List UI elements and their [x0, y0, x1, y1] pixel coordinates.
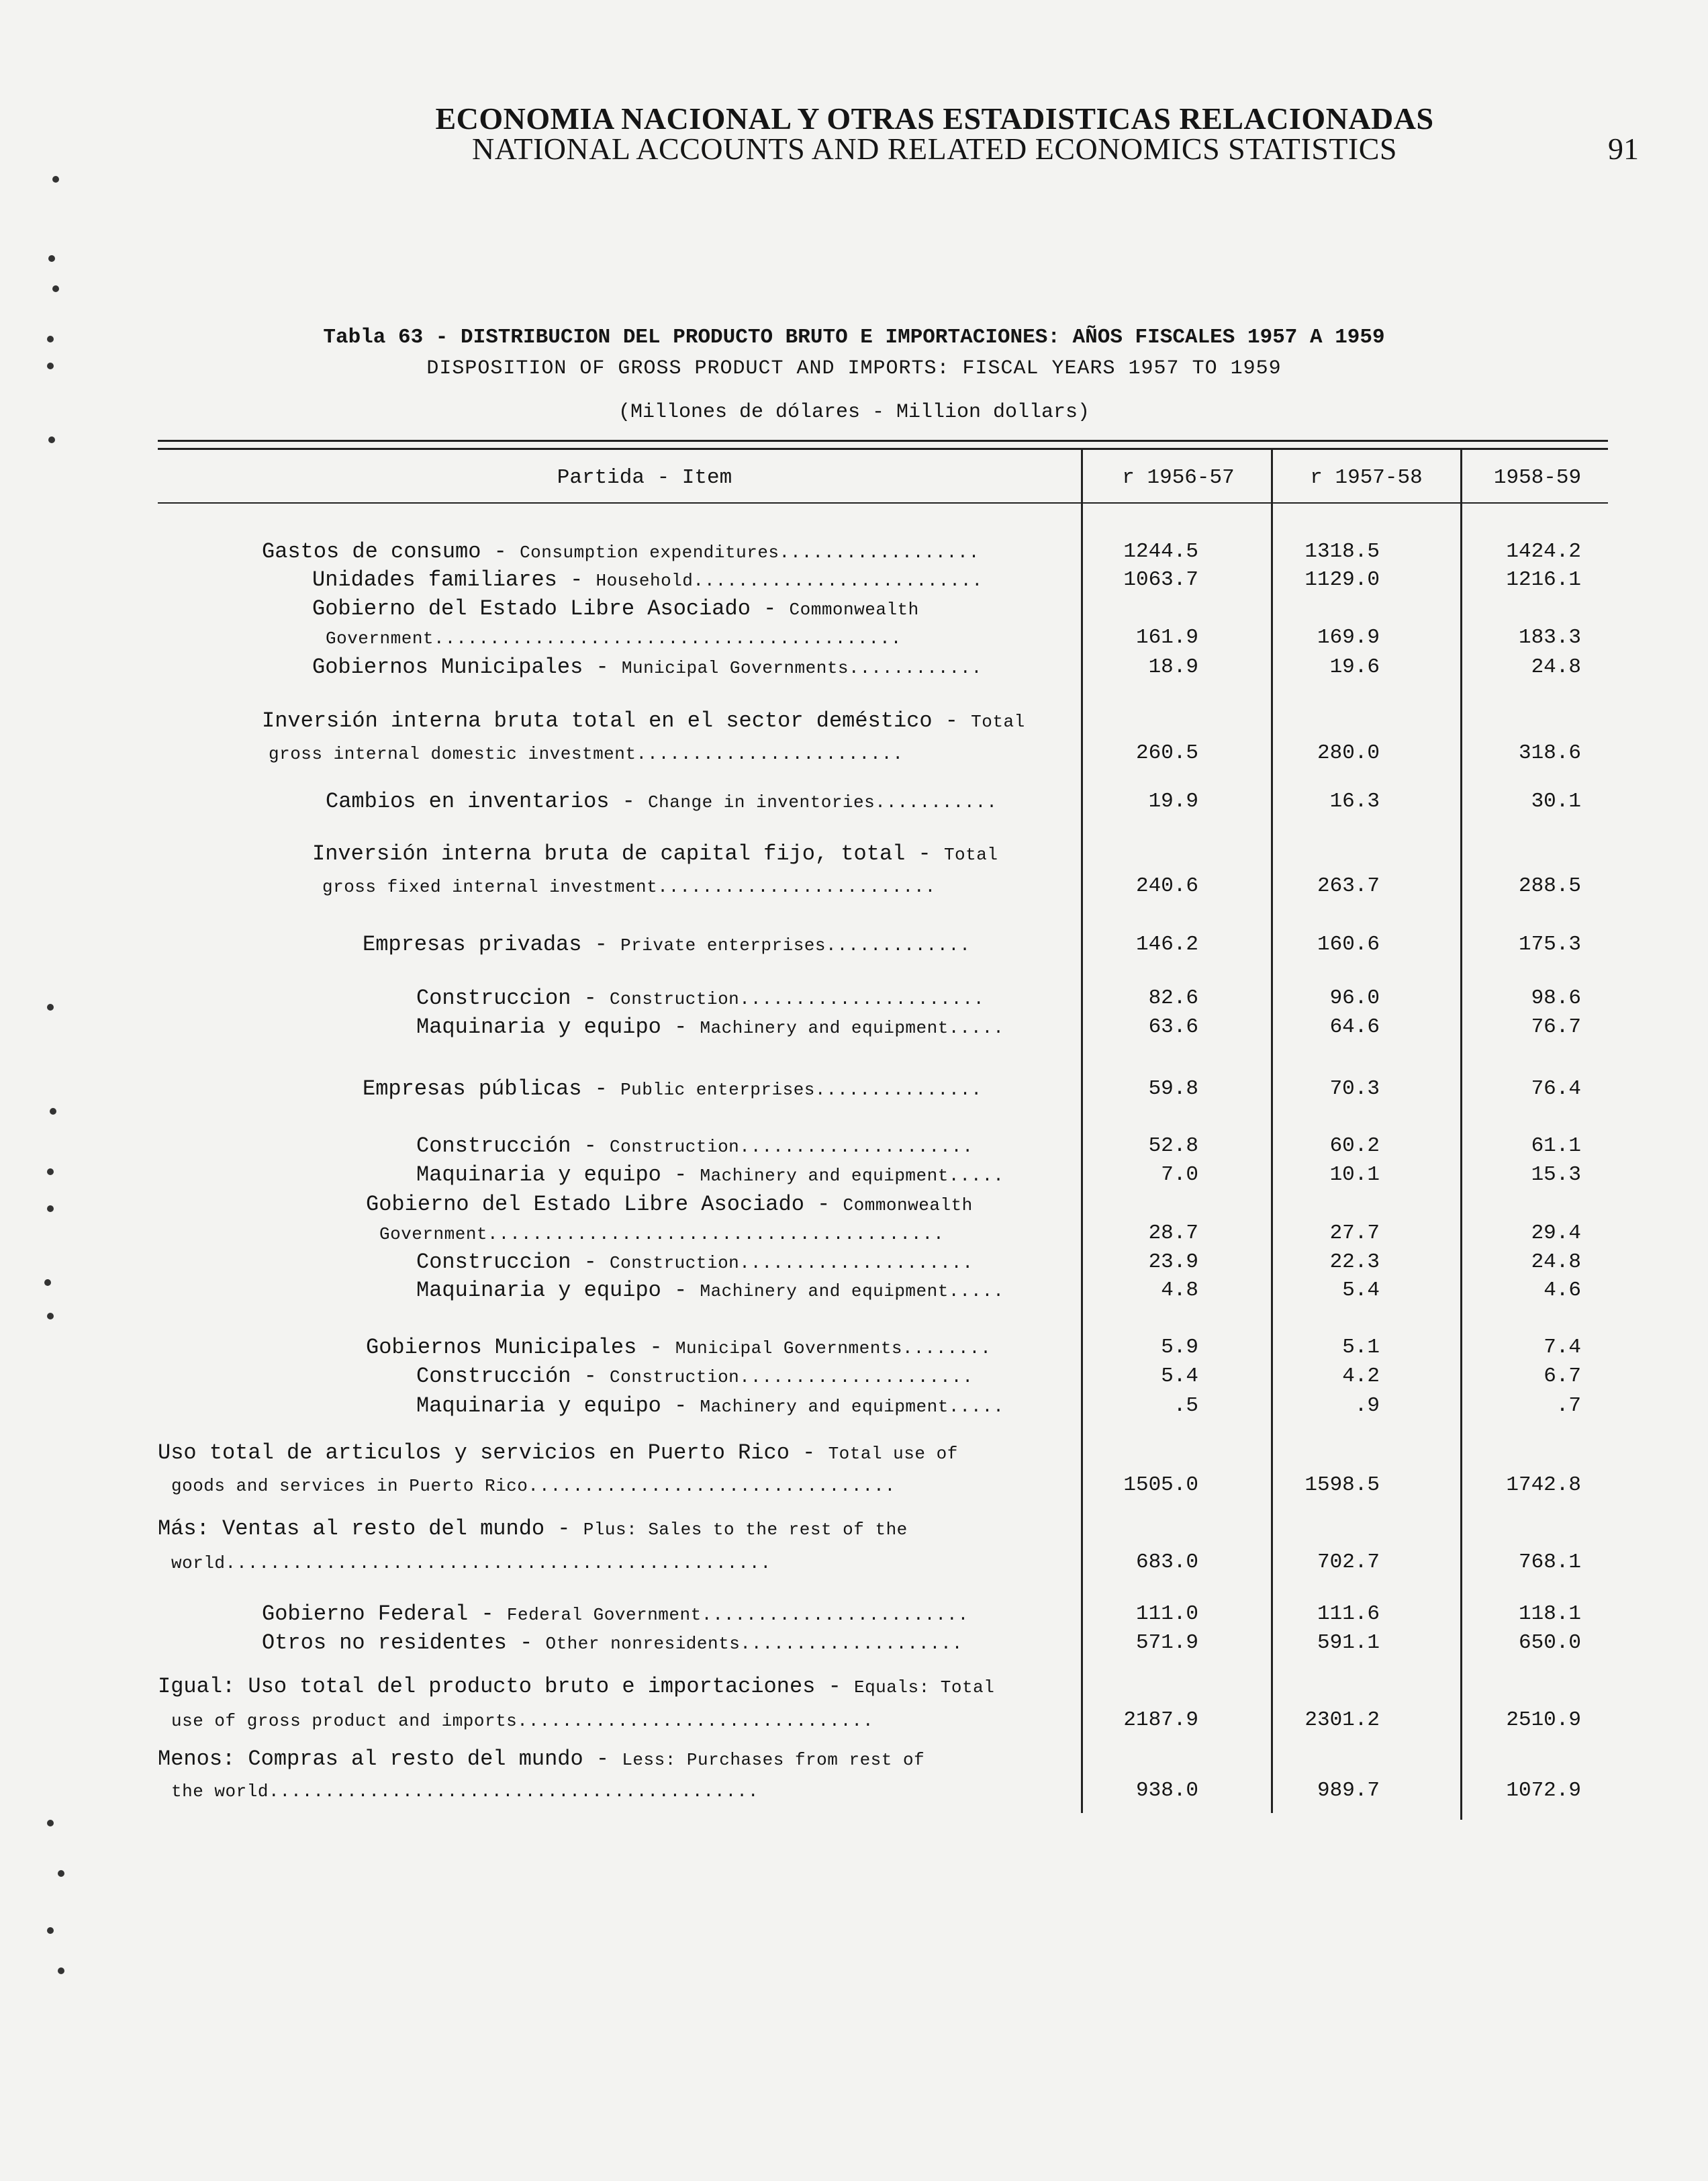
row-label-en: the world: [171, 1781, 269, 1802]
row-label: [366, 1333, 1057, 1362]
value-1956-57: 4.8: [1161, 1279, 1198, 1302]
row-label-es: Más: Ventas al resto del mundo -: [158, 1516, 583, 1541]
value-1956-57: 18.9: [1148, 655, 1198, 679]
row-label-en: Machinery and equipment: [700, 1281, 949, 1301]
value-1957-58: 70.3: [1329, 1077, 1380, 1101]
row-label-en: Total: [971, 712, 1025, 732]
leader-dots: .....................: [739, 1137, 974, 1157]
margin-mark: [58, 1870, 64, 1877]
margin-mark: [48, 436, 55, 443]
row-label-en: Construction: [610, 1367, 740, 1387]
value-1956-57: [1064, 1190, 1198, 1219]
value-1957-58: 2301.2: [1304, 1708, 1380, 1732]
value-1957-58: [1245, 1745, 1380, 1774]
row-label-en: Less: Purchases from rest of: [622, 1750, 925, 1770]
row-label-en: Private enterprises: [620, 935, 826, 956]
margin-mark: [52, 285, 59, 292]
value-1958-59: [1447, 1672, 1581, 1702]
value-1958-59: 76.4: [1531, 1077, 1581, 1101]
table-header-rule: [158, 502, 1608, 504]
leader-dots: ............: [849, 658, 983, 678]
row-label: [366, 1190, 1057, 1219]
row-label-es: Gobiernos Municipales -: [312, 655, 622, 680]
table-row: [0, 1362, 1708, 1391]
value-1957-58: [1245, 1672, 1380, 1702]
table-top-rule-2: [158, 448, 1608, 450]
row-label-en: Government: [379, 1224, 488, 1244]
value-1956-57: 63.6: [1148, 1015, 1198, 1039]
value-1957-58: 60.2: [1329, 1134, 1380, 1158]
value-1957-58: 16.3: [1329, 790, 1380, 813]
row-label: [158, 1514, 1057, 1544]
row-label-en: Change in inventories: [648, 792, 875, 813]
value-1956-57: [1064, 1514, 1198, 1544]
value-1958-59: 1072.9: [1506, 1779, 1581, 1802]
value-1957-58: 64.6: [1329, 1015, 1380, 1039]
value-1956-57: 2187.9: [1123, 1708, 1198, 1732]
leader-dots: ...............: [814, 1080, 982, 1100]
leader-dots: ..........................................: [434, 629, 902, 649]
value-1957-58: [1245, 1190, 1380, 1219]
value-1958-59: 650.0: [1518, 1631, 1581, 1655]
row-label: [416, 1160, 1057, 1190]
row-label-en: gross internal domestic investment: [269, 744, 636, 764]
value-1956-57: [1064, 839, 1198, 869]
margin-mark: [47, 1820, 54, 1826]
row-label: [363, 930, 1057, 960]
row-label-en: goods and services in Puerto Rico: [171, 1476, 528, 1496]
value-1956-57: 683.0: [1135, 1550, 1198, 1574]
table-row: [0, 1013, 1708, 1042]
value-1957-58: 1129.0: [1304, 568, 1380, 592]
row-label-es: Empresas públicas -: [363, 1076, 621, 1101]
value-1958-59: [1447, 1514, 1581, 1544]
leader-dots: ..................: [779, 543, 980, 563]
table-row: [0, 1276, 1708, 1305]
row-label: [262, 537, 1057, 567]
margin-mark: [47, 336, 54, 342]
header-title-es: ECONOMIA NACIONAL Y OTRAS ESTADISTICAS RELACIONADAS: [435, 101, 1434, 136]
table-row: [0, 739, 1708, 768]
table-row: [0, 872, 1708, 901]
value-1958-59: [1447, 839, 1581, 869]
value-1956-57: 59.8: [1148, 1077, 1198, 1101]
leader-dots: ....................: [740, 1634, 963, 1654]
leader-dots: .....................: [739, 1367, 974, 1387]
table-row: [0, 1160, 1708, 1190]
value-1956-57: 28.7: [1148, 1221, 1198, 1245]
margin-mark: [47, 1205, 54, 1212]
margin-mark: [47, 1313, 54, 1319]
leader-dots: .....: [948, 1018, 1004, 1038]
row-label-es: Maquinaria y equipo -: [416, 1278, 700, 1303]
row-label: [326, 623, 1057, 653]
table-row: [0, 653, 1708, 682]
row-label-en: Municipal Governments: [621, 658, 849, 678]
leader-dots: .....: [948, 1166, 1004, 1186]
value-1958-59: 288.5: [1518, 874, 1581, 898]
value-1957-58: 1318.5: [1304, 540, 1380, 563]
value-1956-57: 146.2: [1135, 933, 1198, 956]
value-1956-57: 571.9: [1135, 1631, 1198, 1655]
value-1956-57: .5: [1173, 1394, 1198, 1418]
row-label: [158, 1672, 1057, 1702]
value-1956-57: 240.6: [1135, 874, 1198, 898]
row-label: [416, 1276, 1057, 1305]
table-row: [0, 1599, 1708, 1629]
value-1957-58: 702.7: [1317, 1550, 1380, 1574]
value-1958-59: 6.7: [1544, 1364, 1581, 1388]
value-1957-58: .9: [1354, 1394, 1380, 1418]
value-1958-59: 30.1: [1531, 790, 1581, 813]
value-1957-58: [1245, 594, 1380, 624]
row-label-en: Machinery and equipment: [700, 1018, 949, 1038]
row-label: [322, 872, 1057, 901]
row-label-es: Igual: Uso total del producto bruto e importaciones -: [158, 1674, 854, 1699]
margin-mark: [47, 1168, 54, 1175]
row-label: [269, 739, 1057, 768]
value-1957-58: 22.3: [1329, 1250, 1380, 1274]
table-units: (Millones de dólares - Million dollars): [618, 401, 1090, 424]
row-label: [158, 1745, 1057, 1774]
row-label-en: Household: [596, 571, 694, 591]
leader-dots: ..........................: [693, 571, 984, 591]
row-label: [379, 1219, 1057, 1248]
row-label-en: Plus: Sales to the rest of the: [583, 1520, 908, 1540]
value-1958-59: .7: [1556, 1394, 1581, 1418]
table-row: [0, 1776, 1708, 1806]
value-1958-59: 24.8: [1531, 1250, 1581, 1274]
row-label-en: Total use of: [828, 1444, 958, 1464]
value-1957-58: 263.7: [1317, 874, 1380, 898]
leader-dots: .................................: [528, 1476, 896, 1496]
value-1957-58: 1598.5: [1304, 1473, 1380, 1497]
value-1958-59: 98.6: [1531, 986, 1581, 1010]
row-label-en: Government: [326, 629, 434, 649]
table-row: [0, 1190, 1708, 1219]
row-label-es: Uso total de articulos y servicios en Puerto Rico -: [158, 1440, 828, 1465]
row-label-es: Menos: Compras al resto del mundo -: [158, 1747, 622, 1771]
value-1956-57: [1064, 1672, 1198, 1702]
value-1958-59: 7.4: [1544, 1336, 1581, 1359]
value-1957-58: 591.1: [1317, 1631, 1380, 1655]
value-1956-57: 52.8: [1148, 1134, 1198, 1158]
margin-mark: [48, 255, 55, 262]
margin-mark: [47, 1004, 54, 1011]
row-label: [262, 706, 1057, 736]
table-row: [0, 1745, 1708, 1774]
column-header-item: Partida - Item: [557, 466, 732, 490]
page-number: 91: [1608, 132, 1639, 166]
value-1957-58: [1245, 1514, 1380, 1544]
leader-dots: ...........: [875, 792, 998, 813]
leader-dots: ........................: [636, 744, 904, 764]
row-label-es: Gobiernos Municipales -: [366, 1335, 675, 1360]
row-label: [416, 1013, 1057, 1042]
row-label-es: Construcción -: [416, 1133, 610, 1158]
row-label-es: Maquinaria y equipo -: [416, 1162, 700, 1187]
value-1957-58: 96.0: [1329, 986, 1380, 1010]
value-1956-57: 1505.0: [1123, 1473, 1198, 1497]
row-label: [416, 1248, 1057, 1277]
table-top-rule-1: [158, 440, 1608, 442]
margin-mark: [50, 1108, 56, 1115]
row-label-en: Consumption expenditures: [520, 543, 779, 563]
value-1957-58: [1245, 839, 1380, 869]
row-label: [312, 839, 1057, 869]
row-label-es: Gobierno del Estado Libre Asociado -: [366, 1192, 843, 1217]
row-label-en: Machinery and equipment: [700, 1166, 949, 1186]
value-1958-59: 318.6: [1518, 741, 1581, 765]
row-label-en: Commonwealth: [843, 1195, 973, 1215]
row-label: [171, 1471, 1057, 1500]
value-1958-59: [1447, 1190, 1581, 1219]
row-label-es: Cambios en inventarios -: [326, 789, 649, 814]
row-label-en: gross fixed internal investment: [322, 877, 658, 897]
column-header-1956-57: r 1956-57: [1122, 466, 1235, 490]
margin-mark: [44, 1279, 51, 1286]
value-1958-59: 175.3: [1518, 933, 1581, 956]
row-label-es: Inversión interna bruta de capital fijo, total -: [312, 841, 944, 866]
table-row: [0, 537, 1708, 567]
value-1956-57: 1244.5: [1123, 540, 1198, 563]
table-row: [0, 594, 1708, 624]
column-header-1957-58: r 1957-58: [1310, 466, 1423, 490]
value-1956-57: 111.0: [1135, 1602, 1198, 1626]
value-1957-58: 280.0: [1317, 741, 1380, 765]
leader-dots: .....................: [739, 1253, 974, 1273]
value-1957-58: 111.6: [1317, 1602, 1380, 1626]
value-1958-59: 76.7: [1531, 1015, 1581, 1039]
leader-dots: .................................................: [225, 1553, 772, 1573]
leader-dots: ................................: [517, 1711, 874, 1731]
value-1957-58: 10.1: [1329, 1163, 1380, 1187]
table-row: [0, 930, 1708, 960]
row-label: [416, 984, 1057, 1013]
header-title-en: NATIONAL ACCOUNTS AND RELATED ECONOMICS STATISTICS: [472, 132, 1397, 166]
value-1958-59: 1424.2: [1506, 540, 1581, 563]
row-label-es: Otros no residentes -: [262, 1630, 546, 1655]
table-row: [0, 706, 1708, 736]
row-label-en: Machinery and equipment: [700, 1397, 949, 1417]
value-1957-58: 169.9: [1317, 626, 1380, 649]
row-label: [416, 1391, 1057, 1421]
row-label: [363, 1074, 1057, 1104]
value-1958-59: [1447, 1438, 1581, 1468]
leader-dots: ........: [902, 1338, 992, 1358]
value-1956-57: [1064, 706, 1198, 736]
leader-dots: ............................................: [268, 1781, 759, 1802]
row-label-en: Commonwealth: [789, 600, 919, 620]
value-1957-58: 19.6: [1329, 655, 1380, 679]
row-label-es: Inversión interna bruta total en el sector deméstico -: [262, 708, 971, 733]
table-row: [0, 787, 1708, 817]
row-label-en: Municipal Governments: [675, 1338, 903, 1358]
row-label-en: use of gross product and imports: [171, 1711, 518, 1731]
margin-mark: [58, 1967, 64, 1974]
row-label-en: Construction: [610, 1253, 740, 1273]
row-label-en: Federal Government: [506, 1605, 702, 1625]
row-label: [158, 1438, 1057, 1468]
leader-dots: .....: [948, 1281, 1004, 1301]
table-row: [0, 565, 1708, 595]
row-label-en: Other nonresidents: [545, 1634, 741, 1654]
column-header-1958-59: 1958-59: [1493, 466, 1582, 490]
table-row: [0, 1471, 1708, 1500]
table-row: [0, 1514, 1708, 1544]
table-row: [0, 1131, 1708, 1161]
value-1957-58: [1245, 706, 1380, 736]
table-row: [0, 839, 1708, 869]
table-row: [0, 1548, 1708, 1577]
row-label-en: Construction: [610, 989, 740, 1009]
table-row: [0, 1628, 1708, 1658]
value-1958-59: 2510.9: [1506, 1708, 1581, 1732]
table-row: [0, 1248, 1708, 1277]
table-row: [0, 1219, 1708, 1248]
leader-dots: .........................................: [487, 1224, 945, 1244]
table-row: [0, 984, 1708, 1013]
table-row: [0, 1333, 1708, 1362]
value-1957-58: 5.1: [1342, 1336, 1380, 1359]
value-1957-58: 4.2: [1342, 1364, 1380, 1388]
value-1958-59: 768.1: [1518, 1550, 1581, 1574]
table-row: [0, 1391, 1708, 1421]
row-label-en: Total: [943, 845, 998, 865]
leader-dots: ......................: [739, 989, 985, 1009]
row-label-es: Gobierno del Estado Libre Asociado -: [312, 596, 790, 621]
margin-mark: [47, 1927, 54, 1934]
value-1958-59: 1216.1: [1506, 568, 1581, 592]
row-label: [262, 1628, 1057, 1658]
table-row: [0, 1074, 1708, 1104]
value-1956-57: [1064, 1438, 1198, 1468]
value-1956-57: 260.5: [1135, 741, 1198, 765]
value-1956-57: 7.0: [1161, 1163, 1198, 1187]
value-1956-57: 82.6: [1148, 986, 1198, 1010]
row-label: [416, 1131, 1057, 1161]
row-label: [171, 1706, 1057, 1735]
value-1958-59: 118.1: [1518, 1602, 1581, 1626]
table-row: [0, 1706, 1708, 1735]
value-1956-57: [1064, 1745, 1198, 1774]
value-1958-59: [1447, 594, 1581, 624]
value-1957-58: 5.4: [1342, 1279, 1380, 1302]
row-label: [326, 787, 1057, 817]
value-1956-57: 23.9: [1148, 1250, 1198, 1274]
row-label-es: Maquinaria y equipo -: [416, 1393, 700, 1418]
value-1958-59: [1447, 706, 1581, 736]
table-row: [0, 1672, 1708, 1702]
value-1957-58: 160.6: [1317, 933, 1380, 956]
table-row: [0, 623, 1708, 653]
row-label-es: Unidades familiares -: [312, 567, 596, 592]
row-label-en: Construction: [610, 1137, 740, 1157]
row-label: [312, 565, 1057, 595]
row-label-es: Maquinaria y equipo -: [416, 1015, 700, 1039]
table-title-es: Tabla 63 - DISTRIBUCION DEL PRODUCTO BRUTO E IMPORTACIONES: AÑOS FISCALES 1957 A 1959: [323, 326, 1385, 349]
value-1958-59: 15.3: [1531, 1163, 1581, 1187]
value-1957-58: [1245, 1438, 1380, 1468]
value-1957-58: 27.7: [1329, 1221, 1380, 1245]
leader-dots: .............: [826, 935, 971, 956]
value-1957-58: 989.7: [1317, 1779, 1380, 1802]
row-label: [312, 594, 1057, 624]
value-1956-57: 19.9: [1148, 790, 1198, 813]
row-label-es: Empresas privadas -: [363, 932, 621, 957]
row-label-es: Gobierno Federal -: [262, 1602, 507, 1626]
row-label-es: Construcción -: [416, 1364, 610, 1389]
value-1958-59: 61.1: [1531, 1134, 1581, 1158]
value-1956-57: [1064, 594, 1198, 624]
row-label: [262, 1599, 1057, 1629]
row-label: [171, 1776, 1057, 1806]
leader-dots: .....: [948, 1397, 1004, 1417]
value-1956-57: 5.4: [1161, 1364, 1198, 1388]
row-label-en: world: [171, 1553, 226, 1573]
leader-dots: ........................: [701, 1605, 969, 1625]
margin-mark: [47, 363, 54, 369]
value-1956-57: 5.9: [1161, 1336, 1198, 1359]
table-row: [0, 1438, 1708, 1468]
row-label-en: Public enterprises: [620, 1080, 815, 1100]
row-label: [416, 1362, 1057, 1391]
value-1958-59: 1742.8: [1506, 1473, 1581, 1497]
value-1958-59: 24.8: [1531, 655, 1581, 679]
row-label: [312, 653, 1057, 682]
row-label: [171, 1548, 1057, 1577]
table-title-en: DISPOSITION OF GROSS PRODUCT AND IMPORTS: FISCAL YEARS 1957 TO 1959: [426, 357, 1282, 380]
value-1958-59: 4.6: [1544, 1279, 1581, 1302]
value-1956-57: 161.9: [1135, 626, 1198, 649]
row-label-es: Construccion -: [416, 986, 610, 1011]
value-1958-59: 29.4: [1531, 1221, 1581, 1245]
row-label-es: Construccion -: [416, 1250, 610, 1274]
margin-mark: [52, 176, 59, 183]
value-1956-57: 1063.7: [1123, 568, 1198, 592]
value-1958-59: 183.3: [1518, 626, 1581, 649]
value-1958-59: [1447, 1745, 1581, 1774]
leader-dots: .........................: [657, 877, 937, 897]
row-label-es: Gastos de consumo -: [262, 539, 520, 564]
value-1956-57: 938.0: [1135, 1779, 1198, 1802]
row-label-en: Equals: Total: [853, 1677, 995, 1698]
